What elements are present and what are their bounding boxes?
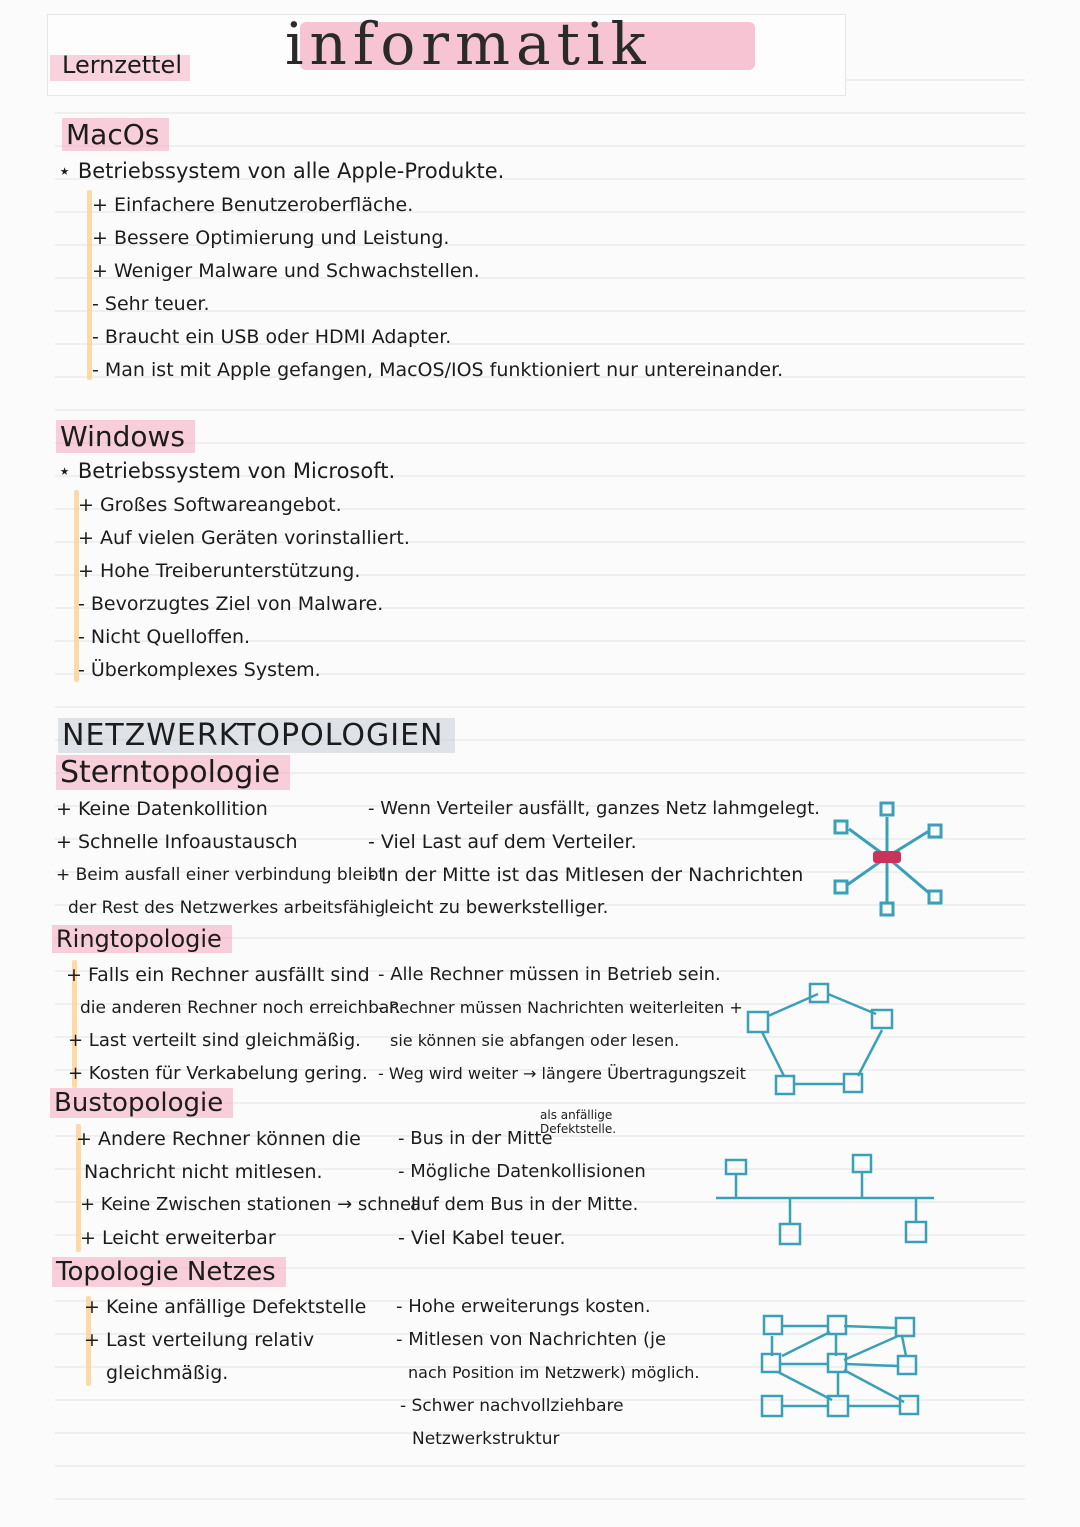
ring-title: Ringtopologie (52, 925, 232, 953)
bus-pro: + Keine Zwischen stationen → schnell (80, 1194, 422, 1215)
mesh-node (896, 1318, 914, 1336)
bus-con: - Mögliche Datenkollisionen (398, 1161, 646, 1182)
macos-line: + Weniger Malware und Schwachstellen. (92, 260, 480, 282)
mesh-pro: + Last verteilung relativ (84, 1329, 315, 1351)
windows-title: Windows (56, 420, 195, 453)
bus-node (906, 1222, 926, 1242)
mesh-diagram (752, 1308, 932, 1428)
mesh-con: nach Position im Netzwerk) möglich. (408, 1363, 700, 1382)
star-node (929, 825, 941, 837)
bus-node (780, 1224, 800, 1244)
mesh-link (844, 1336, 898, 1360)
mesh-node (762, 1396, 782, 1416)
ring-pro: + Falls ein Rechner ausfällt sind (66, 964, 370, 986)
ring-con: - Weg wird weiter → längere Übertragungszeit (378, 1064, 746, 1083)
bus-con: - Bus in der Mitte (398, 1128, 553, 1149)
macos-line: ⋆ Betriebssystem von alle Apple-Produkte. (58, 159, 505, 183)
mesh-pro: gleichmäßig. (106, 1362, 229, 1384)
ring-con: sie können sie abfangen oder lesen. (390, 1031, 680, 1050)
margin-bar (74, 490, 79, 682)
star-hub (873, 851, 901, 863)
stern-con: - In der Mitte ist das Mitlesen der Nachrichten (368, 864, 804, 886)
windows-line: - Bevorzugtes Ziel von Malware. (78, 593, 384, 615)
macos-line: - Sehr teuer. (92, 293, 210, 315)
ring-link (858, 1030, 882, 1076)
star-node (881, 803, 893, 815)
ring-pro: + Kosten für Verkabelung gering. (68, 1063, 368, 1084)
mesh-con: Netzwerkstruktur (412, 1429, 560, 1449)
mesh-node (828, 1354, 846, 1372)
macos-line: - Braucht ein USB oder HDMI Adapter. (92, 326, 452, 348)
bus-pro: + Andere Rechner können die (76, 1128, 361, 1150)
bus-node (726, 1160, 746, 1174)
mesh-node (900, 1396, 918, 1414)
bus-pro: Nachricht nicht mitlesen. (84, 1161, 323, 1183)
stern-pro: + Keine Datenkollition (56, 798, 268, 820)
bus-con: auf dem Bus in der Mitte. (410, 1194, 639, 1215)
mesh-node (762, 1354, 780, 1372)
bus-title: Bustopologie (50, 1088, 233, 1118)
windows-line: - Nicht Quelloffen. (78, 626, 251, 648)
star-node (881, 903, 893, 915)
mesh-pro: + Keine anfällige Defektstelle (84, 1296, 367, 1318)
bus-pro: + Leicht erweiterbar (80, 1227, 276, 1249)
windows-line: + Hohe Treiberunterstützung. (78, 560, 361, 582)
stern-pro: + Beim ausfall einer verbindung bleibt (56, 865, 386, 885)
ring-node (776, 1076, 794, 1094)
macos-line: + Bessere Optimierung und Leistung. (92, 227, 450, 249)
bus-node (853, 1155, 871, 1172)
mesh-con: - Hohe erweiterungs kosten. (396, 1296, 651, 1317)
windows-line: + Großes Softwareangebot. (78, 494, 342, 516)
mesh-title: Topologie Netzes (52, 1257, 286, 1287)
ring-link (762, 1032, 784, 1076)
ring-con: - Rechner müssen Nachrichten weiterleiten + (378, 998, 743, 1017)
mesh-con: - Mitlesen von Nachrichten (je (396, 1329, 667, 1350)
page-title: informatik (285, 10, 652, 78)
stern-con: leicht zu bewerkstelliger. (384, 897, 609, 918)
margin-bar (87, 190, 92, 380)
star-node (835, 821, 847, 833)
mesh-link (778, 1372, 832, 1400)
macos-line: + Einfachere Benutzeroberfläche. (92, 194, 414, 216)
mesh-link (902, 1336, 906, 1356)
ring-node (844, 1074, 862, 1092)
mesh-link (782, 1332, 830, 1356)
stern-con: - Wenn Verteiler ausfällt, ganzes Netz lahmgelegt. (368, 798, 820, 819)
ring-node (748, 1012, 768, 1032)
ring-pro: die anderen Rechner noch erreichbar. (80, 998, 401, 1018)
netz-title: NETZWERKTOPOLOGIEN (58, 718, 455, 753)
bus-diagram (712, 1150, 942, 1250)
star-node (929, 891, 941, 903)
ring-pro: + Last verteilt sind gleichmäßig. (68, 1030, 361, 1051)
star-diagram (825, 795, 955, 925)
stern-pro: der Rest des Netzwerkes arbeitsfähig (68, 898, 386, 918)
ring-diagram (740, 978, 900, 1098)
windows-line: - Überkomplexes System. (78, 659, 321, 681)
ring-con: - Alle Rechner müssen in Betrieb sein. (378, 964, 721, 985)
windows-line: ⋆ Betriebssystem von Microsoft. (58, 459, 396, 483)
mesh-node (898, 1356, 916, 1374)
mesh-link (846, 1364, 898, 1366)
mesh-node (828, 1316, 846, 1334)
bus-note: als anfällige Defektstelle. (540, 1108, 617, 1136)
stern-title: Sterntopologie (56, 755, 290, 790)
mesh-node (764, 1316, 782, 1334)
mesh-link (844, 1326, 896, 1328)
macos-line: - Man ist mit Apple gefangen, MacOS/IOS funktioniert nur untereinander. (92, 359, 784, 381)
bus-con: - Viel Kabel teuer. (398, 1227, 566, 1249)
star-node (835, 881, 847, 893)
windows-line: + Auf vielen Geräten vorinstalliert. (78, 527, 410, 549)
mesh-link (844, 1370, 904, 1402)
header-label: Lernzettel (62, 51, 182, 79)
ring-link (828, 994, 876, 1014)
stern-pro: + Schnelle Infoaustausch (56, 831, 298, 853)
macos-title: MacOs (62, 118, 169, 151)
mesh-con: - Schwer nachvollziehbare (400, 1396, 624, 1416)
stern-con: - Viel Last auf dem Verteiler. (368, 831, 637, 853)
ring-node (810, 984, 828, 1002)
